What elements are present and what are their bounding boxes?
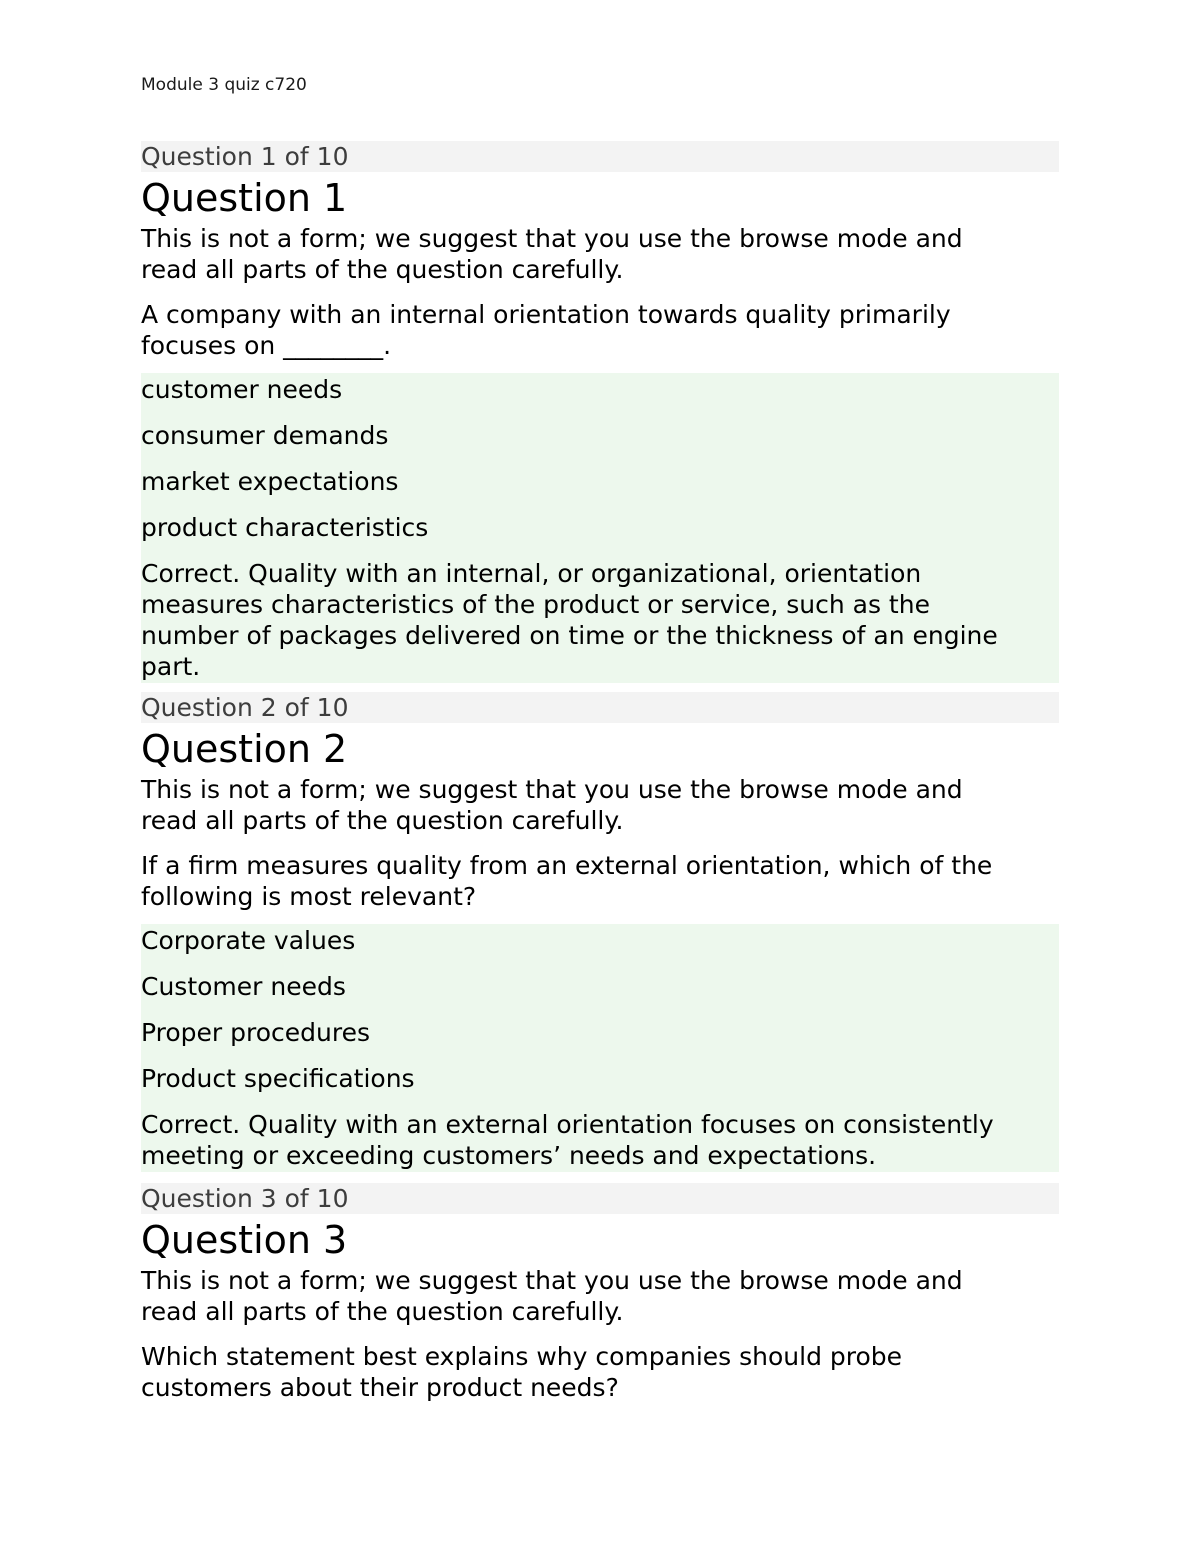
question-block-3	[141, 1183, 1059, 1403]
answer-option[interactable]: Customer needs	[141, 972, 346, 1001]
question-counter: Question 3 of 10	[141, 1183, 1059, 1214]
answer-feedback: Correct. Quality with an external orientation focuses on consistently meeting or exceeding customers’ needs and expectations.	[141, 1110, 994, 1170]
question-title: Question 3	[141, 1218, 348, 1262]
question-stem: If a firm measures quality from an external orientation, which of the following is most relevant?	[141, 851, 993, 911]
answer-option[interactable]: market expectations	[141, 467, 399, 496]
question-title: Question 1	[141, 176, 348, 220]
answer-option[interactable]: product characteristics	[141, 513, 429, 542]
question-instructions: This is not a form; we suggest that you use the browse mode and read all parts of the question carefully.	[141, 224, 963, 284]
question-counter: Question 2 of 10	[141, 692, 1059, 723]
document-header: Module 3 quiz c720	[141, 75, 307, 95]
question-block-1	[141, 141, 1059, 683]
question-block-2	[141, 692, 1059, 1172]
question-title: Question 2	[141, 727, 348, 771]
answer-option[interactable]: Corporate values	[141, 926, 356, 955]
question-instructions: This is not a form; we suggest that you use the browse mode and read all parts of the question carefully.	[141, 1266, 963, 1326]
answer-option[interactable]: Proper procedures	[141, 1018, 371, 1047]
question-stem: A company with an internal orientation towards quality primarily focuses on ________.	[141, 300, 951, 360]
question-counter: Question 1 of 10	[141, 141, 1059, 172]
question-instructions: This is not a form; we suggest that you use the browse mode and read all parts of the question carefully.	[141, 775, 963, 835]
answer-option[interactable]: consumer demands	[141, 421, 389, 450]
question-stem: Which statement best explains why companies should probe customers about their product needs?	[141, 1342, 903, 1402]
answer-option[interactable]: Product specifications	[141, 1064, 415, 1093]
answer-feedback: Correct. Quality with an internal, or organizational, orientation measures characteristics of the product or service, such as the number of packages delivered on time or the thickness of an engine part.	[141, 559, 998, 681]
answer-option[interactable]: customer needs	[141, 375, 343, 404]
answer-panel	[141, 924, 1059, 1172]
answer-panel	[141, 373, 1059, 683]
